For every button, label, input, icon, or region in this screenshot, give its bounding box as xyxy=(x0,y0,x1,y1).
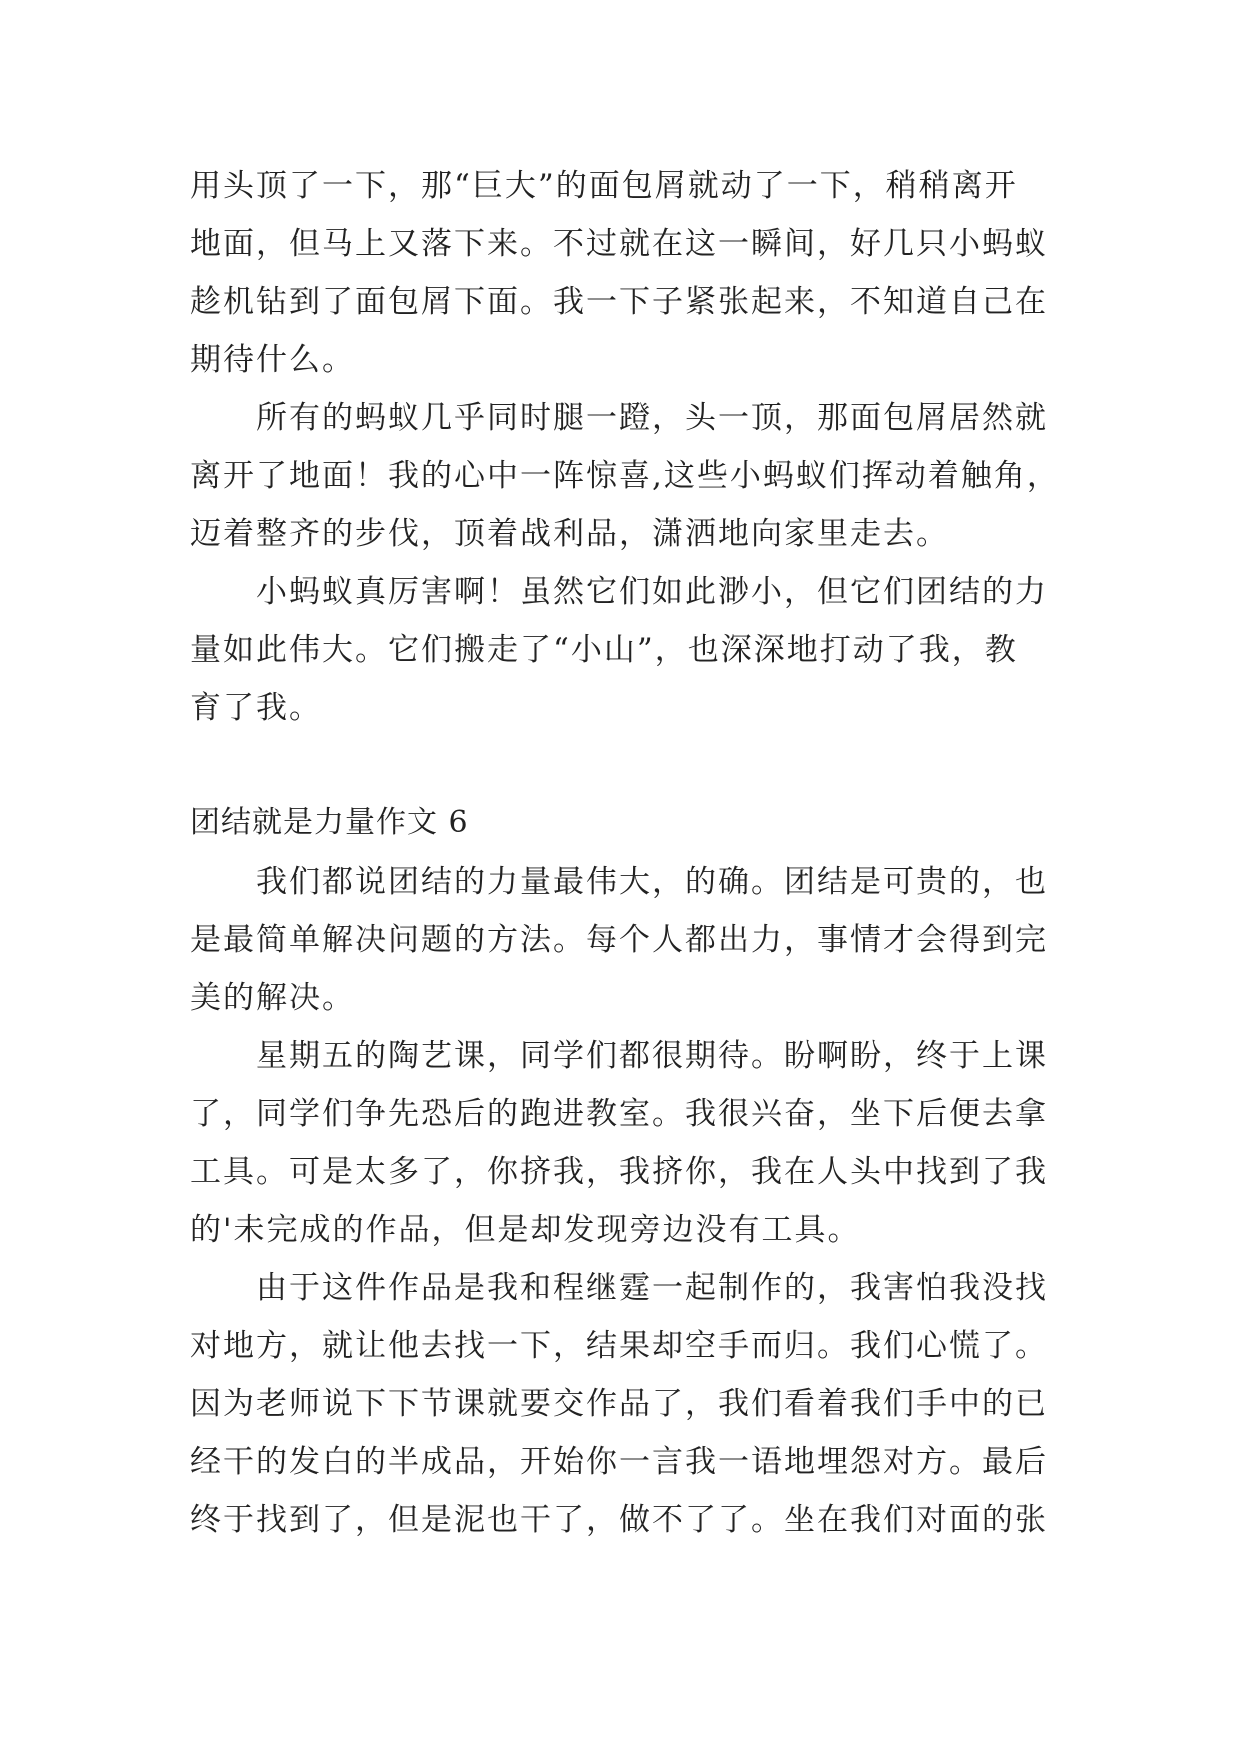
text-line: 趁机钻到了面包屑下面。我一下子紧张起来，不知道自己在 xyxy=(190,284,1048,320)
text-line: 期待什么。 xyxy=(190,342,355,378)
text-line: 工具。可是太多了，你挤我，我挤你，我在人头中找到了我 xyxy=(190,1154,1048,1190)
text-line: 量如此伟大。它们搬走了“小山”，也深深地打动了我，教 xyxy=(190,632,1018,668)
text-line: 美的解决。 xyxy=(190,980,355,1016)
paragraph-start-line: 我们都说团结的力量最伟大，的确。团结是可贵的，也 xyxy=(256,864,1048,900)
text-line: 对地方，就让他去找一下，结果却空手而归。我们心慌了。 xyxy=(190,1328,1048,1364)
text-line: 地面，但马上又落下来。不过就在这一瞬间，好几只小蚂蚁 xyxy=(190,226,1048,262)
text-line: 的'未完成的作品，但是却发现旁边没有工具。 xyxy=(190,1212,861,1248)
text-line: 因为老师说下下节课就要交作品了，我们看着我们手中的已 xyxy=(190,1386,1048,1422)
text-line: 迈着整齐的步伐，顶着战利品，潇洒地向家里走去。 xyxy=(190,516,949,552)
paragraph-start-line: 所有的蚂蚁几乎同时腿一蹬，头一顶，那面包屑居然就 xyxy=(256,400,1048,436)
text-line: 是最简单解决问题的方法。每个人都出力，事情才会得到完 xyxy=(190,922,1048,958)
paragraph-start-line: 小蚂蚁真厉害啊！虽然它们如此渺小，但它们团结的力 xyxy=(256,574,1048,610)
paragraph-start-line: 星期五的陶艺课，同学们都很期待。盼啊盼，终于上课 xyxy=(256,1038,1048,1074)
text-line: 离开了地面！我的心中一阵惊喜,这些小蚂蚁们挥动着触角， xyxy=(190,458,1060,494)
paragraph-start-line: 由于这件作品是我和程继霆一起制作的，我害怕我没找 xyxy=(256,1270,1048,1306)
text-line: 了，同学们争先恐后的跑进教室。我很兴奋，坐下后便去拿 xyxy=(190,1096,1048,1132)
section-heading: 团结就是力量作文 6 xyxy=(190,805,469,840)
text-line: 终于找到了，但是泥也干了，做不了了。坐在我们对面的张 xyxy=(190,1502,1048,1538)
text-line: 经干的发白的半成品，开始你一言我一语地埋怨对方。最后 xyxy=(190,1444,1048,1480)
text-line: 用头顶了一下，那“巨大”的面包屑就动了一下，稍稍离开 xyxy=(190,168,1018,204)
text-line: 育了我。 xyxy=(190,690,322,726)
